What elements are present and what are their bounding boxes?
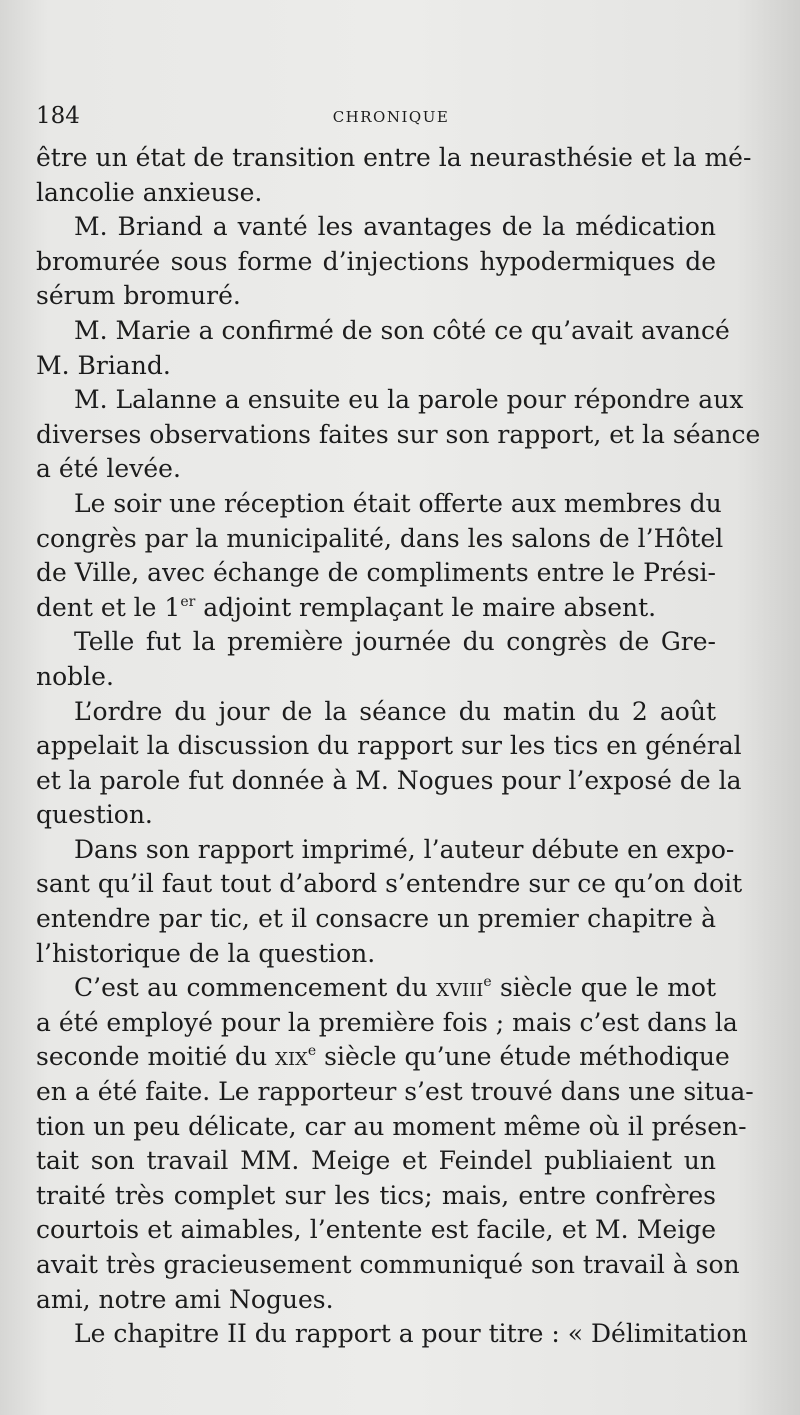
- text-line: entendre par tic, et il consacre un premier chapitre à: [36, 904, 716, 934]
- text-line: M. Marie a confirmé de son côté ce qu’avait avancé: [74, 315, 730, 345]
- text-line: M. Briand a vanté les avantages de la médication: [74, 212, 716, 242]
- text-fragment: siècle qu’une étude méthodique: [316, 1042, 730, 1072]
- text-fragment: C’est au commencement du: [74, 973, 437, 1003]
- text-line: lancolie anxieuse.: [36, 177, 263, 207]
- text-line: appelait la discussion du rapport sur les tics en général: [36, 731, 742, 761]
- text-line: courtois et aimables, l’entente est facile, et M. Meige: [36, 1215, 716, 1245]
- text-line: traité très complet sur les tics; mais, entre confrères: [36, 1180, 716, 1210]
- text-line: Dans son rapport imprimé, l’auteur débute en expo-: [74, 834, 735, 864]
- text-line: Le chapitre II du rapport a pour titre : « Délimitation: [74, 1319, 748, 1349]
- body-text: [36, 141, 761, 1352]
- text-line: Le soir une réception était offerte aux membres du: [74, 488, 722, 518]
- text-line: question.: [36, 800, 153, 830]
- roman-numeral: xix: [275, 1042, 308, 1072]
- roman-numeral: xviii: [436, 973, 484, 1003]
- text-line: diverses observations faites sur son rapport, et la séance: [36, 419, 761, 449]
- text-line: en a été faite. Le rapporteur s’est trouvé dans une situa-: [36, 1077, 754, 1107]
- text-fragment: seconde moitié du: [36, 1042, 276, 1072]
- text-line: tait son travail MM. Meige et Feindel publiaient un: [36, 1146, 716, 1176]
- text-line: tion un peu délicate, car au moment même où il présen-: [36, 1111, 747, 1141]
- superscript: er: [180, 593, 196, 610]
- text-line: sérum bromuré.: [36, 281, 241, 311]
- text-line: a été levée.: [36, 454, 181, 484]
- superscript: e: [307, 1043, 317, 1060]
- text-line: être un état de transition entre la neurasthésie et la mé-: [36, 143, 752, 172]
- text-line: et la parole fut donnée à M. Nogues pour l’exposé de la: [36, 765, 742, 795]
- text-line: Telle fut la première journée du congrès de Gre-: [74, 627, 716, 657]
- text-fragment: dent et le 1: [36, 592, 181, 622]
- text-fragment: siècle que le mot: [491, 973, 716, 1003]
- text-line: congrès par la municipalité, dans les salons de l’Hôtel: [36, 523, 724, 553]
- running-title: CHRONIQUE: [332, 108, 450, 126]
- text-line: M. Briand.: [36, 350, 171, 380]
- text-fragment: adjoint remplaçant le maire absent.: [195, 592, 657, 622]
- text-line: [36, 591, 716, 626]
- text-line: M. Lalanne a ensuite eu la parole pour répondre aux: [74, 385, 744, 415]
- text-line: bromurée sous forme d’injections hypodermiques de: [36, 246, 716, 276]
- running-head: [36, 100, 716, 132]
- page-number: 184: [36, 103, 80, 129]
- text-line: l’historique de la question.: [36, 938, 376, 968]
- text-line: L’ordre du jour de la séance du matin du 2 août: [74, 696, 716, 726]
- superscript: e: [483, 974, 492, 991]
- text-line: de Ville, avec échange de compliments entre le Prési-: [36, 558, 716, 588]
- text-line: [36, 1040, 730, 1075]
- text-line: avait très gracieusement communiqué son travail à son: [36, 1250, 740, 1279]
- text-line: noble.: [36, 661, 114, 691]
- text-line: sant qu’il faut tout d’abord s’entendre sur ce qu’on doit: [36, 869, 743, 899]
- text-line: [36, 971, 716, 1006]
- text-line: ami, notre ami Nogues.: [36, 1284, 334, 1314]
- text-line: a été employé pour la première fois ; mais c’est dans la: [36, 1007, 738, 1037]
